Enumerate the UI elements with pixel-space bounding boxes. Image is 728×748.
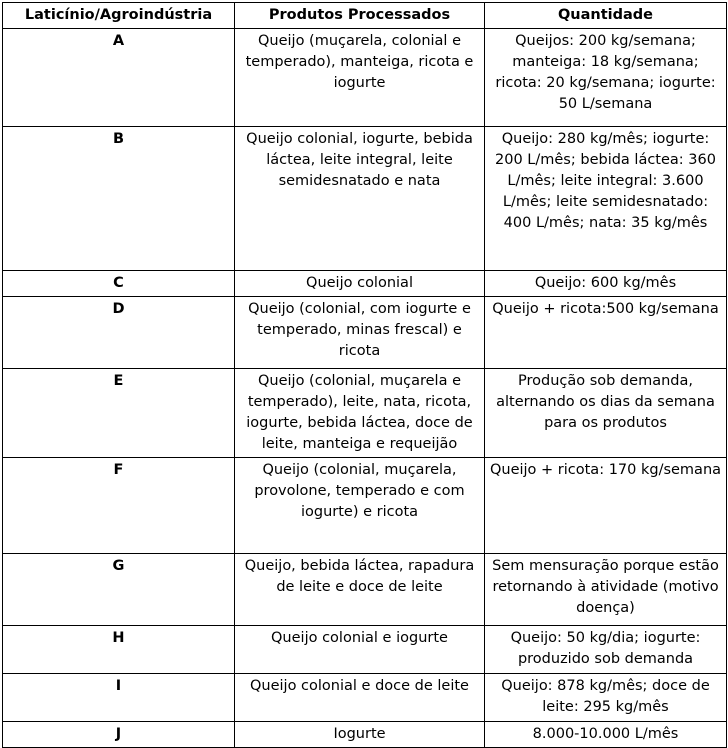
row-produtos: Queijo (colonial, muçarela, provolone, temperado e com iogurte) e ricota (235, 458, 485, 554)
row-id: I (3, 674, 235, 722)
row-id: G (3, 554, 235, 626)
header-laticinio: Laticínio/Agroindústria (3, 3, 235, 29)
row-produtos: Queijo (muçarela, colonial e temperado), manteiga, ricota e iogurte (235, 29, 485, 127)
row-produtos: Queijo colonial (235, 271, 485, 297)
table-row (3, 626, 727, 674)
row-produtos: Queijo (colonial, com iogurte e temperado, minas frescal) e ricota (235, 297, 485, 369)
table-row (3, 458, 727, 554)
row-id: H (3, 626, 235, 674)
table-row (3, 369, 727, 458)
row-id: D (3, 297, 235, 369)
row-id: J (3, 722, 235, 748)
table-row (3, 271, 727, 297)
row-quantidade: Queijo: 878 kg/mês; doce de leite: 295 kg/mês (485, 674, 727, 722)
row-quantidade: Queijo: 50 kg/dia; iogurte: produzido sob demanda (485, 626, 727, 674)
row-id: E (3, 369, 235, 458)
row-produtos: Queijo colonial, iogurte, bebida láctea, leite integral, leite semidesnatado e nata (235, 127, 485, 271)
row-produtos: Queijo colonial e iogurte (235, 626, 485, 674)
row-produtos: Queijo (colonial, muçarela e temperado), leite, nata, ricota, iogurte, bebida láctea, doce de leite, manteiga e requeijão (235, 369, 485, 458)
row-produtos: Queijo colonial e doce de leite (235, 674, 485, 722)
row-quantidade: Queijo + ricota: 170 kg/semana (485, 458, 727, 554)
row-id: C (3, 271, 235, 297)
dairy-table (2, 2, 727, 748)
header-produtos: Produtos Processados (235, 3, 485, 29)
row-quantidade: Queijos: 200 kg/semana; manteiga: 18 kg/semana; ricota: 20 kg/semana; iogurte: 50 L/semana (485, 29, 727, 127)
table-row (3, 722, 727, 748)
row-produtos: Iogurte (235, 722, 485, 748)
table-row (3, 674, 727, 722)
table-row (3, 297, 727, 369)
header-quantidade: Quantidade (485, 3, 727, 29)
row-quantidade: Sem mensuração porque estão retornando à atividade (motivo doença) (485, 554, 727, 626)
row-produtos: Queijo, bebida láctea, rapadura de leite e doce de leite (235, 554, 485, 626)
row-id: B (3, 127, 235, 271)
table-row (3, 29, 727, 127)
row-id: F (3, 458, 235, 554)
table-row (3, 127, 727, 271)
row-id: A (3, 29, 235, 127)
table-row (3, 554, 727, 626)
row-quantidade: Queijo + ricota:500 kg/semana (485, 297, 727, 369)
row-quantidade: Queijo: 600 kg/mês (485, 271, 727, 297)
row-quantidade: Produção sob demanda, alternando os dias da semana para os produtos (485, 369, 727, 458)
row-quantidade: 8.000-10.000 L/mês (485, 722, 727, 748)
header-row (3, 3, 727, 29)
row-quantidade: Queijo: 280 kg/mês; iogurte: 200 L/mês; bebida láctea: 360 L/mês; leite integral: 3.600 L/mês; leite semidesnatado: 400 L/mês; nata: 35 kg/mês (485, 127, 727, 271)
